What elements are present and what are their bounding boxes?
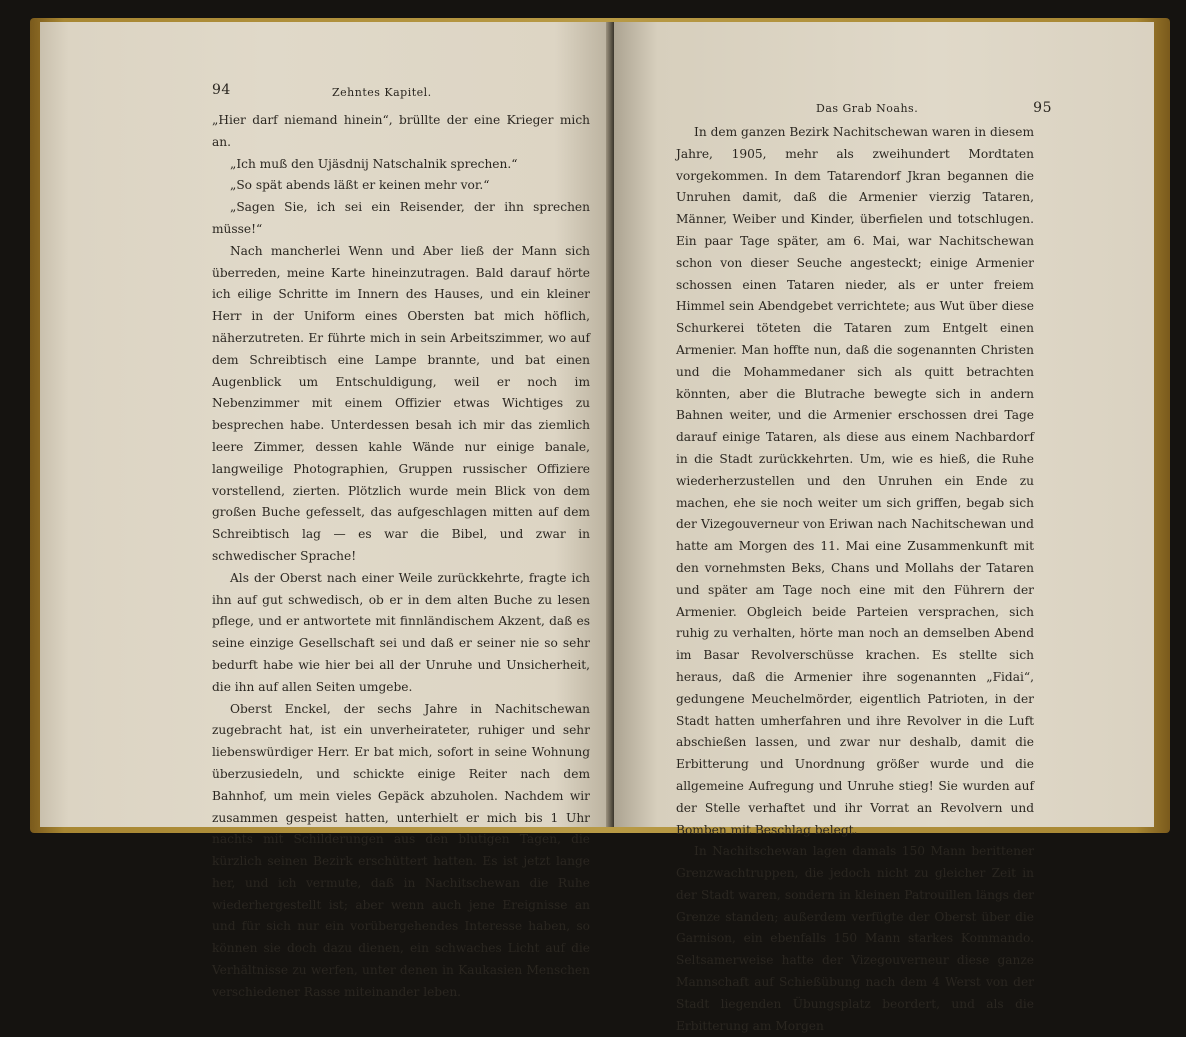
left-page-header bbox=[212, 82, 590, 110]
paragraph: In dem ganzen Bezirk Nachitschewan waren in diesem Jahre, 1905, mehr als zweihundert Mordtaten vorgekommen. In dem Tatarendorf Jkran begannen die Unruhen damit, daß die Armenier vierzig Tataren, Männer, Weiber und Kinder, überfielen und totschlugen. Ein paar Tage später, am 6. Mai, war Nachitschewan schon von dieser Seuche angesteckt; einige Armenier schossen einen Tataren nieder, als er unter freiem Himmel sein Abendgebet verrichtete; aus Wut über diese Schurkerei töteten die Tataren zum Entgelt einen Armenier. Man hoffte nun, daß die sogenannten Christen und die Mohammedaner sich als quitt betrachten könnten, aber die Blutrache bewegte sich in andern Bahnen weiter, und die Armenier erschossen drei Tage darauf einige Tataren, als diese aus einem Nachbardorf in die Stadt zurückkehrten. Um, wie es hieß, die Ruhe wiederherzustellen und den Unruhen ein Ende zu machen, ehe sie noch weiter um sich griffen, begab sich der Vizegouverneur von Eriwan nach Nachitschewan und hatte am Morgen des 11. Mai eine Zusammenkunft mit den vornehmsten Beks, Chans und Mollahs der Tataren und später am Tage noch eine mit den Führern der Armenier. Obgleich beide Parteien versprachen, sich ruhig zu verhalten, hörte man noch an demselben Abend im Basar Revolverschüsse krachen. Es stellte sich heraus, daß die Armenier ihre sogenannten „Fidai“, gedungene Meuchelmörder, eigentlich Patrioten, in der Stadt hatten umherfahren und ihre Revolver in die Luft abschießen lassen, und zwar nur deshalb, damit die Erbitterung und Unordnung größer wurde und die allgemeine Aufregung und Unruhe stieg! Sie wurden auf der Stelle verhaftet und ihr Vorrat an Revolvern und Bomben mit Beschlag belegt. bbox=[676, 125, 1034, 837]
paragraph: Als der Oberst nach einer Weile zurückkehrte, fragte ich ihn auf gut schwedisch, ob er in dem alten Buche zu lesen pflege, und er antwortete mit finnländischem Akzent, daß es seine einzige Gesellschaft sei und daß er seiner nie so sehr bedurft habe wie hier bei all der Unruhe und Unsicherheit, die ihn auf allen Seiten umgebe. bbox=[212, 570, 590, 694]
right-page-body bbox=[676, 122, 1034, 1037]
paragraph: Oberst Enckel, der sechs Jahre in Nachitschewan zugebracht hat, ist ein unverheirateter, ruhiger und sehr liebenswürdiger Herr. Er bat mich, sofort in seine Wohnung überzusiedeln, und schickte einige Reiter nach dem Bahnhof, um mein vieles Gepäck abzuholen. Nachdem wir zusammen gespeist hatten, unterhielt er mich bis 1 Uhr nachts mit Schilderungen aus den blutigen Tagen, die kürzlich seinen Bezirk erschüttert hatten. Es ist jetzt lange her, und ich vermute, daß in Nachitschewan die Ruhe wiederhergestellt ist; aber wenn auch jene Ereignisse an und für sich nur ein vorübergehendes Interesse haben, so können sie doch dazu dienen, ein schwaches Licht auf die Verhältnisse zu werfen, unter denen in Kaukasien Menschen verschiedener Rasse miteinander leben. bbox=[212, 701, 590, 999]
paragraph: „Ich muß den Ujäsdnij Natschalnik sprechen.“ bbox=[230, 156, 518, 171]
paragraph: „Sagen Sie, ich sei ein Reisender, der ihn sprechen müsse!“ bbox=[212, 200, 590, 236]
running-head: Zehntes Kapitel. bbox=[332, 86, 432, 99]
right-page-header bbox=[676, 94, 1052, 122]
right-page bbox=[614, 22, 1154, 1033]
running-head: Das Grab Noahs. bbox=[816, 102, 919, 115]
left-page-body bbox=[212, 110, 590, 1004]
paragraph: „So spät abends läßt er keinen mehr vor.“ bbox=[230, 178, 490, 193]
paragraph: Nach mancherlei Wenn und Aber ließ der Mann sich überreden, meine Karte hineinzutragen. Bald darauf hörte ich eilige Schritte im Innern des Hauses, und ein kleiner Herr in der Uniform eines Obersten bat mich höflich, näherzutreten. Er führte mich in sein Arbeitszimmer, wo auf dem Schreibtisch eine Lampe brannte, und bat einen Augenblick um Entschuldigung, weil er noch im Nebenzimmer mit einem Offizier etwas Wichtiges zu besprechen habe. Unterdessen besah ich mir das ziemlich leere Zimmer, dessen kahle Wände nur einige banale, langweilige Photographien, Gruppen russischer Offiziere vorstellend, zierten. Plötzlich wurde mein Blick von dem großen Buche gefesselt, das aufgeschlagen mitten auf dem Schreibtisch lag — es war die Bibel, und zwar in schwedischer Sprache! bbox=[212, 243, 590, 563]
page-number: 94 bbox=[212, 82, 231, 98]
paragraph: In Nachitschewan lagen damals 150 Mann berittener Grenzwachtruppen, die jedoch nicht zu gleicher Zeit in der Stadt waren, sondern in kleinen Patrouillen längs der Grenze standen; außerdem verfügte der Oberst über die Garnison, ein ebenfalls 150 Mann starkes Kommando. Seltsamerweise hatte der Vizegouverneur diese ganze Mannschaft auf Schießübung nach dem 4 Werst von der Stadt liegenden Übungsplatz beordert, und als die Erbitterung am Morgen bbox=[676, 844, 1034, 1033]
page-number: 95 bbox=[1033, 100, 1052, 116]
left-page bbox=[40, 22, 612, 999]
paragraph: „Hier darf niemand hinein“, brüllte der eine Krieger mich an. bbox=[212, 113, 590, 149]
